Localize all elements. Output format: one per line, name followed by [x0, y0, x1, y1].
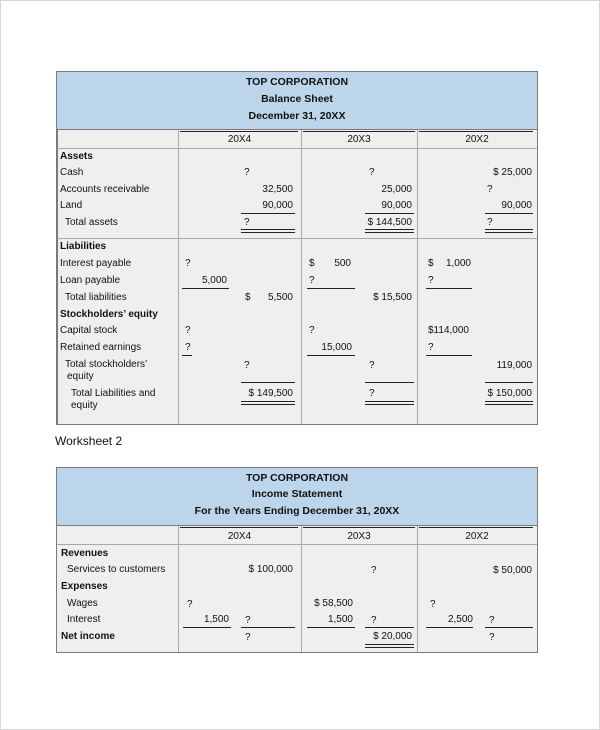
- rule: [365, 213, 414, 214]
- wages-20x3: $ 58,500: [314, 598, 353, 609]
- services-20x2: $ 50,000: [493, 565, 532, 576]
- double-rule: [365, 644, 414, 648]
- double-rule: [485, 401, 533, 405]
- rule: [241, 213, 295, 214]
- double-rule: [485, 229, 533, 233]
- bs-year-20x2: 20X2: [465, 134, 489, 145]
- total-assets-20x2: ?: [487, 217, 493, 228]
- rule: [180, 527, 298, 528]
- grid-line: [417, 130, 418, 424]
- capital-stock-20x4: ?: [185, 325, 191, 336]
- rule: [307, 627, 355, 628]
- bs-date: December 31, 20XX: [248, 110, 346, 122]
- total-assets-label: Total assets: [65, 217, 118, 228]
- total-equity-20x2: 119,000: [496, 360, 532, 371]
- bs-company: TOP CORPORATION: [245, 76, 349, 88]
- rule: [365, 382, 414, 383]
- rule: [307, 288, 355, 289]
- total-assets-20x3: $ 144,500: [367, 217, 412, 228]
- bs-title: Balance Sheet: [261, 93, 333, 105]
- balance-sheet-header: [57, 72, 537, 130]
- rule: [485, 213, 533, 214]
- worksheet-2-label: Worksheet 2: [55, 434, 123, 448]
- grid-line: [57, 148, 537, 149]
- net-income-20x3: $ 20,000: [373, 631, 412, 642]
- loan-payable-20x4: 5,000: [201, 275, 227, 286]
- is-period: For the Years Ending December 31, 20XX: [194, 505, 400, 517]
- grid-line: [57, 130, 58, 424]
- rule: [180, 131, 298, 132]
- equity-heading: Stockholders’ equity: [60, 309, 158, 320]
- retained-earnings-20x4: ?: [185, 342, 191, 353]
- loan-payable-label: Loan payable: [60, 275, 121, 286]
- rule: [182, 355, 192, 356]
- rule: [419, 527, 533, 528]
- net-income-20x2: ?: [489, 632, 495, 643]
- is-year-20x2: 20X2: [465, 531, 489, 542]
- receivable-20x2: ?: [487, 184, 493, 195]
- retained-earnings-label: Retained earnings: [60, 342, 142, 353]
- land-20x3: 90,000: [381, 200, 412, 211]
- is-title: Income Statement: [251, 488, 343, 500]
- grid-line: [417, 526, 418, 652]
- expenses-heading: Expenses: [61, 581, 108, 592]
- rule: [241, 382, 295, 383]
- interest-20x2: 2,500: [447, 614, 473, 625]
- capital-stock-20x2: $114,000: [428, 325, 469, 336]
- income-statement-header: [57, 468, 537, 526]
- loan-payable-20x2: ?: [428, 275, 434, 286]
- total-liabilities-label: Total liabilities: [65, 292, 127, 303]
- assets-heading: Assets: [60, 151, 93, 162]
- interest-20x2-total: ?: [489, 615, 495, 626]
- double-rule: [241, 401, 295, 405]
- rule: [182, 288, 229, 289]
- cash-label: Cash: [60, 167, 84, 178]
- interest-20x4-total: ?: [245, 615, 251, 626]
- rule: [419, 131, 533, 132]
- land-label: Land: [60, 200, 83, 211]
- interest-payable-20x2: 1,000: [445, 258, 471, 269]
- total-liab-equity-label-line2: equity: [71, 400, 98, 411]
- services-20x4: $ 100,000: [248, 564, 293, 575]
- double-rule: [241, 229, 295, 233]
- bs-year-20x3: 20X3: [347, 134, 371, 145]
- total-liab-equity-20x2: $ 150,000: [487, 388, 532, 399]
- net-income-20x4: ?: [245, 632, 251, 643]
- grid-line: [301, 130, 302, 424]
- revenues-heading: Revenues: [61, 548, 109, 559]
- is-year-20x3: 20X3: [347, 531, 371, 542]
- receivable-20x4: 32,500: [262, 184, 293, 195]
- interest-20x3-total: ?: [371, 615, 377, 626]
- income-statement-table: [56, 467, 538, 653]
- retained-earnings-20x3: 15,000: [321, 342, 352, 353]
- rule: [307, 355, 355, 356]
- double-rule: [365, 229, 414, 233]
- wages-label: Wages: [67, 598, 98, 609]
- capital-stock-20x3: ?: [309, 325, 315, 336]
- wages-20x4: ?: [187, 599, 193, 610]
- interest-payable-20x2-currency: $: [428, 258, 434, 269]
- total-equity-20x4: ?: [244, 360, 250, 371]
- interest-20x3: 1,500: [327, 614, 353, 625]
- rule: [365, 627, 414, 628]
- rule: [183, 627, 231, 628]
- total-liab-equity-20x4: $ 149,500: [248, 388, 293, 399]
- net-income-label: Net income: [61, 631, 115, 642]
- cash-20x3: ?: [369, 167, 375, 178]
- cash-20x4: ?: [244, 167, 250, 178]
- grid-line: [301, 526, 302, 652]
- total-liabilities-20x3: $ 15,500: [373, 292, 412, 303]
- rule: [426, 288, 472, 289]
- total-assets-20x4: ?: [244, 217, 250, 228]
- total-liab-equity-label: Total Liabilities and: [71, 388, 156, 399]
- cash-20x2: $ 25,000: [493, 167, 532, 178]
- rule: [485, 627, 533, 628]
- interest-payable-label: Interest payable: [60, 258, 132, 269]
- rule: [303, 527, 415, 528]
- capital-stock-label: Capital stock: [60, 325, 118, 336]
- total-liab-equity-20x3: ?: [369, 388, 375, 399]
- services-label: Services to customers: [67, 564, 166, 575]
- balance-sheet-table: [56, 71, 538, 425]
- total-liabilities-20x4: 5,500: [267, 292, 293, 303]
- retained-earnings-20x2: ?: [428, 342, 434, 353]
- land-20x2: 90,000: [501, 200, 532, 211]
- interest-20x4: 1,500: [203, 614, 229, 625]
- total-equity-20x3: ?: [369, 360, 375, 371]
- interest-label: Interest: [67, 614, 101, 625]
- rule: [303, 131, 415, 132]
- grid-line: [178, 526, 179, 652]
- land-20x4: 90,000: [262, 200, 293, 211]
- total-equity-label: Total stockholders’: [65, 359, 148, 370]
- receivable-label: Accounts receivable: [60, 184, 150, 195]
- total-equity-label-line2: equity: [67, 371, 94, 382]
- rule: [426, 355, 472, 356]
- interest-payable-20x3-currency: $: [309, 258, 315, 269]
- double-rule: [365, 401, 414, 405]
- rule: [426, 627, 473, 628]
- liabilities-heading: Liabilities: [60, 241, 107, 252]
- receivable-20x3: 25,000: [381, 184, 412, 195]
- grid-line: [57, 238, 537, 239]
- is-year-20x4: 20X4: [227, 531, 252, 542]
- interest-payable-20x4: ?: [185, 258, 191, 269]
- interest-payable-20x3: 500: [334, 258, 351, 269]
- wages-20x2: ?: [430, 599, 436, 610]
- is-company: TOP CORPORATION: [245, 472, 349, 484]
- services-20x3: ?: [371, 565, 377, 576]
- bs-year-20x4: 20X4: [227, 134, 252, 145]
- grid-line: [57, 544, 537, 545]
- rule: [241, 627, 295, 628]
- rule: [485, 382, 533, 383]
- loan-payable-20x3: ?: [309, 275, 315, 286]
- total-liabilities-20x4-currency: $: [245, 292, 251, 303]
